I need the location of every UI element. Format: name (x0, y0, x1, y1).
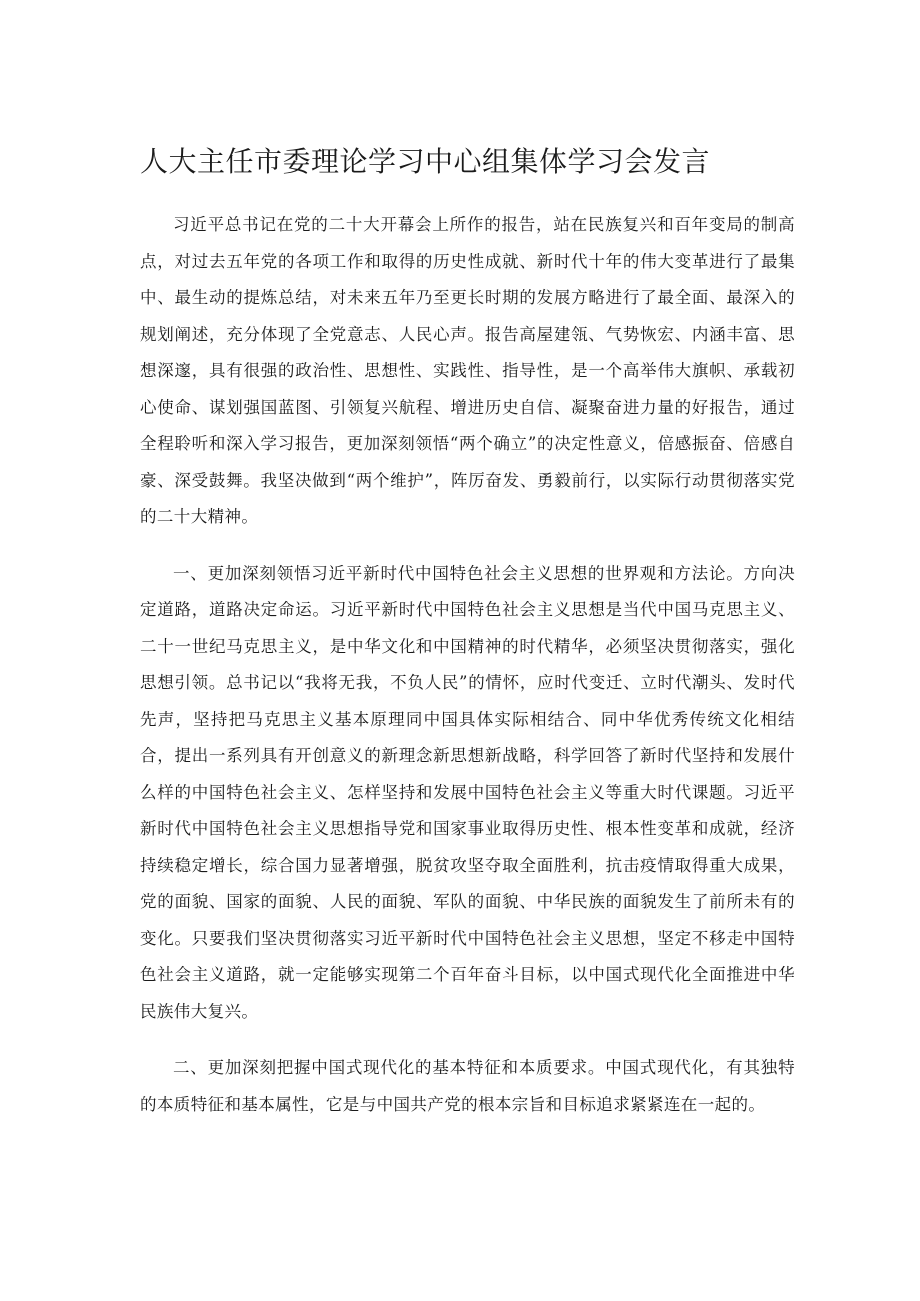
document-body (140, 207, 795, 1143)
paragraph-section-one: 一、更加深刻领悟习近平新时代中国特色社会主义思想的世界观和方法论。方向决定道路，道路决定命运。习近平新时代中国特色社会主义思想是当代中国马克思主义、二十一世纪马克思主义，是中华文化和中国精神的时代精华，必须坚决贯彻落实，强化思想引领。总书记以“我将无我，不负人民”的情怀，应时代变迁、立时代潮头、发时代先声，坚持把马克思主义基本原理同中国具体实际相结合、同中华优秀传统文化相结合，提出一系列具有开创意义的新理念新思想新战略，科学回答了新时代坚持和发展什么样的中国特色社会主义、怎样坚持和发展中国特色社会主义等重大时代课题。习近平新时代中国特色社会主义思想指导党和国家事业取得历史性、根本性变革和成就，经济持续稳定增长，综合国力显著增强，脱贫攻坚夺取全面胜利，抗击疫情取得重大成果，党的面貌、国家的面貌、人民的面貌、军队的面貌、中华民族的面貌发生了前所未有的变化。只要我们坚决贯彻落实习近平新时代中国特色社会主义思想，坚定不移走中国特色社会主义道路，就一定能够实现第二个百年奋斗目标，以中国式现代化全面推进中华民族伟大复兴。 (140, 563, 795, 1021)
document-title: 人大主任市委理论学习中心组集体学习会发言 (140, 145, 711, 178)
paragraph-intro: 习近平总书记在党的二十大开幕会上所作的报告，站在民族复兴和百年变局的制高点，对过去五年党的各项工作和取得的历史性成就、新时代十年的伟大变革进行了最集中、最生动的提炼总结，对未来五年乃至更长时期的发展方略进行了最全面、最深入的规划阐述，充分体现了全党意志、人民心声。报告高屋建瓴、气势恢宏、内涵丰富、思想深邃，具有很强的政治性、思想性、实践性、指导性，是一个高举伟大旗帜、承载初心使命、谋划强国蓝图、引领复兴航程、增进历史自信、凝聚奋进力量的好报告，通过全程聆听和深入学习报告，更加深刻领悟“两个确立”的决定性意义，倍感振奋、倍感自豪、深受鼓舞。我坚决做到“两个维护”，阵厉奋发、勇毅前行，以实际行动贯彻落实党的二十大精神。 (140, 215, 795, 526)
paragraph-section-two: 二、更加深刻把握中国式现代化的基本特征和本质要求。中国式现代化，有其独特的本质特征和基本属性，它是与中国共产党的根本宗旨和目标追求紧紧连在一起的。 (140, 1058, 795, 1114)
